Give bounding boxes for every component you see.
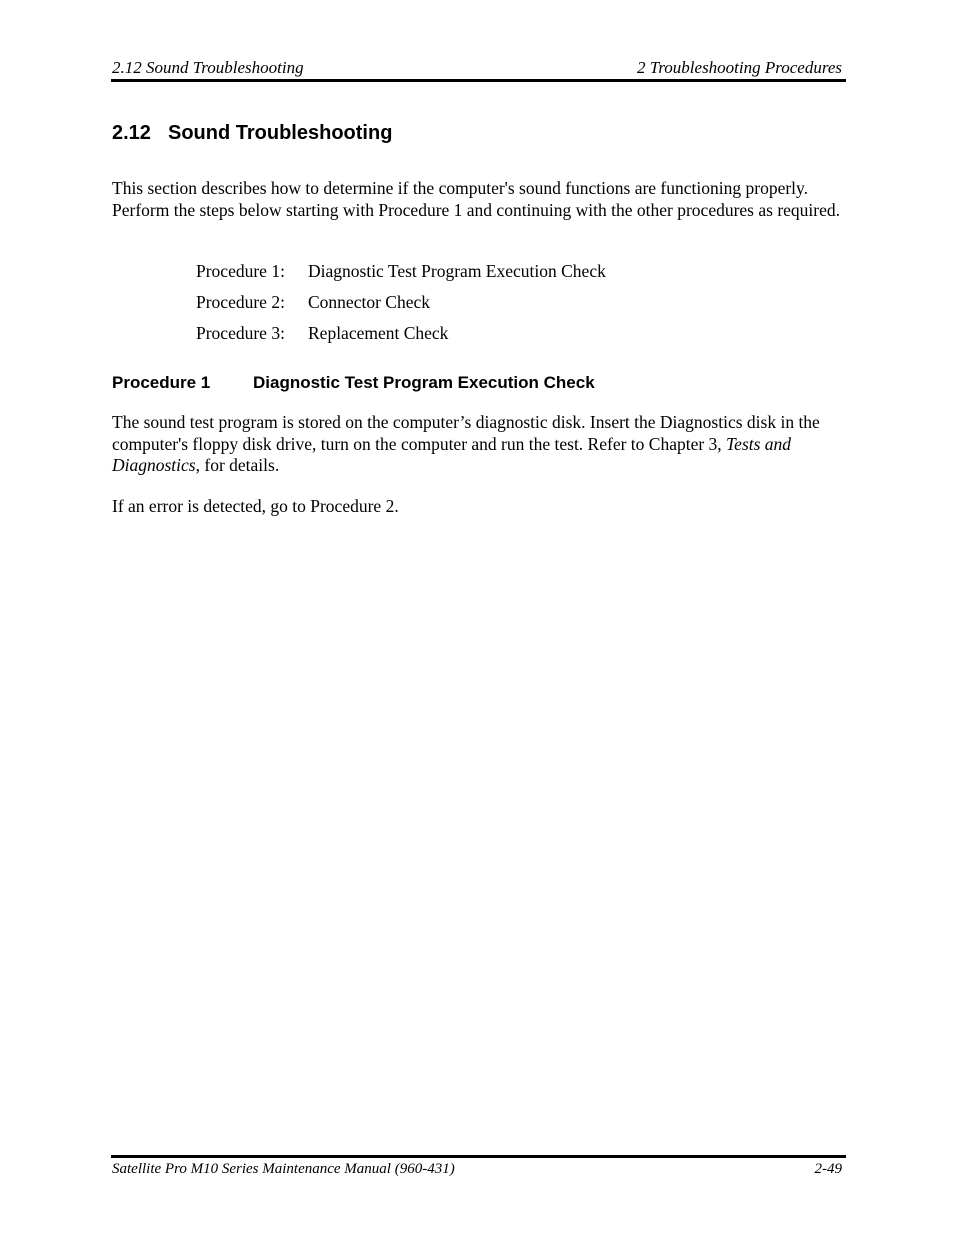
section-title: [112, 119, 392, 147]
procedure-name: Replacement Check: [308, 323, 449, 343]
header-rule: [111, 79, 846, 82]
header-chapter-title: 2 Troubleshooting Procedures: [637, 58, 842, 77]
section-title-text: Sound Troubleshooting: [168, 122, 393, 144]
section-number: 2.12: [112, 122, 151, 144]
footer-manual-title: Satellite Pro M10 Series Maintenance Manual (960-431): [112, 1161, 455, 1177]
procedure-1-error-paragraph: If an error is detected, go to Procedure 2.: [112, 496, 399, 516]
page-header: [112, 57, 842, 79]
procedure-list-item: [196, 260, 606, 291]
procedure-label: Procedure 3:: [196, 323, 285, 343]
procedure-1-paragraph: [112, 412, 842, 477]
procedure-1-title: Diagnostic Test Program Execution Check: [253, 373, 595, 392]
procedure-label: Procedure 2:: [196, 292, 285, 312]
page-number: 2-49: [814, 1161, 842, 1177]
procedure-1-text-b: , for details.: [195, 455, 280, 475]
procedure-1-label: Procedure 1: [112, 373, 211, 392]
procedure-label: Procedure 1:: [196, 261, 285, 281]
procedure-name: Connector Check: [308, 292, 430, 312]
procedure-1-reference: Tests and Diagnostics: [112, 433, 792, 475]
procedure-1-heading: [112, 371, 595, 395]
header-section-title: 2.12 Sound Troubleshooting: [112, 58, 304, 77]
footer-rule: [111, 1155, 846, 1158]
procedure-list: [196, 260, 606, 353]
intro-paragraph: This section describes how to determine if the computer's sound functions are functioning properly. Perform the steps below starting with Procedure 1 and continuing with the other procedures as required.: [112, 178, 841, 220]
procedure-list-item: [196, 291, 606, 322]
procedure-1-text-a: The sound test program is stored on the computer’s diagnostic disk. Insert the Diagnostics disk in the computer's floppy disk drive, turn on the computer and run the test. Refer to Chapter 3,: [112, 412, 820, 454]
procedure-name: Diagnostic Test Program Execution Check: [308, 261, 606, 281]
page-footer: [112, 1159, 842, 1179]
procedure-list-item: [196, 322, 606, 353]
